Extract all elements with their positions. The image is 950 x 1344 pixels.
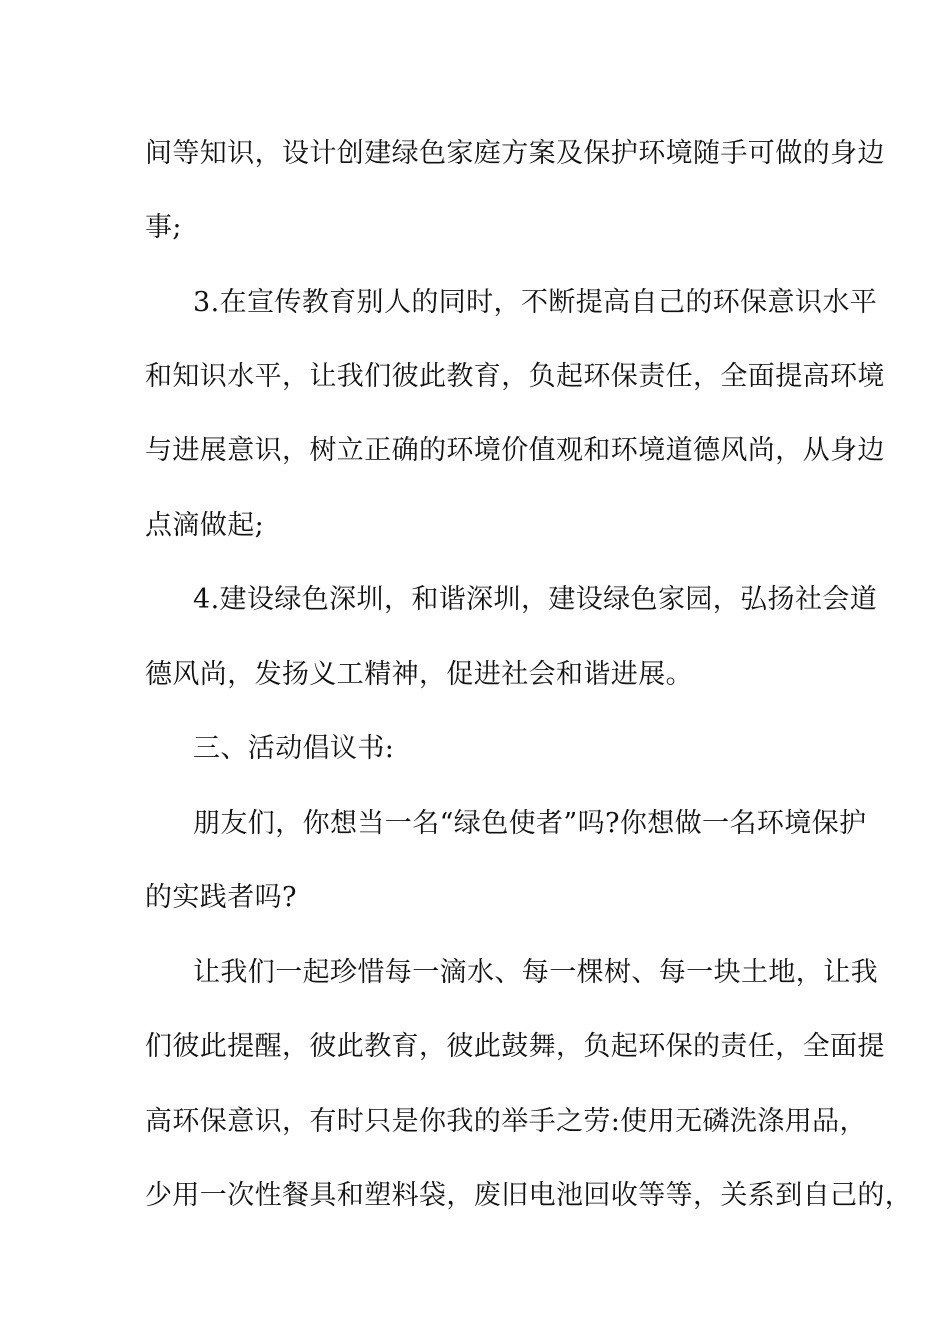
text-line-4: 和知识水平，让我们彼此教育，负起环保责任，全面提高环境 [145,361,885,392]
text-line-3: 3.在宣传教育别人的同时，不断提高自己的环保意识水平 [193,287,878,318]
text-line-7: 4.建设绿色深圳，和谐深圳，建设绿色家园，弘扬社会道 [193,584,878,615]
text-line-5: 与进展意识，树立正确的环境价值观和环境道德风尚，从身边 [145,435,885,466]
text-line-15: 少用一次性餐具和塑料袋，废旧电池回收等等，关系到自己的， [145,1180,913,1211]
text-line-2: 事; [145,212,182,243]
text-line-1: 间等知识，设计创建绿色家庭方案及保护环境随手可做的身边 [145,138,885,169]
text-line-6: 点滴做起; [145,510,265,541]
text-line-10: 朋友们，你想当一名“绿色使者”吗?你想做一名环境保护 [193,808,867,839]
text-line-13: 们彼此提醒，彼此教育，彼此鼓舞，负起环保的责任，全面提 [145,1031,885,1062]
text-line-14: 高环保意识，有时只是你我的举手之劳:使用无磷洗涤用品， [145,1106,867,1137]
text-line-8: 德风尚，发扬义工精神，促进社会和谐进展。 [145,659,693,690]
section-heading: 三、活动倡议书: [193,733,395,764]
text-line-11: 的实践者吗? [145,882,297,913]
text-line-12: 让我们一起珍惜每一滴水、每一棵树、每一块土地，让我 [193,957,878,988]
